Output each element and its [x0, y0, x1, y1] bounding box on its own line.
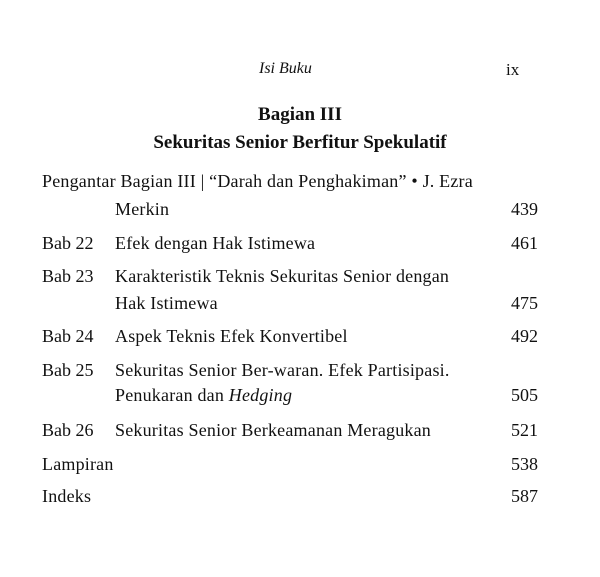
toc-entry-page: 439: [511, 199, 538, 219]
toc-entry-page: 538: [511, 454, 538, 474]
toc-entry-page: 492: [511, 326, 538, 346]
toc-entry-line: Sekuritas Senior Ber-waran. Efek Partisipasi.: [115, 360, 450, 380]
toc-entry-line: Pengantar Bagian III | “Darah dan Penghakiman” • J. Ezra: [42, 171, 473, 191]
toc-entry-page: 587: [511, 486, 538, 506]
toc-entry-line: Efek dengan Hak Istimewa: [115, 233, 316, 253]
toc-chapter-label: Bab 25: [42, 360, 94, 380]
toc-entry-line: Indeks: [42, 486, 92, 506]
toc-entry-page: 461: [511, 233, 538, 253]
toc-chapter-label: Bab 24: [42, 326, 94, 346]
toc-chapter-label: Bab 22: [42, 233, 94, 253]
toc-entry-line: Aspek Teknis Efek Konvertibel: [115, 326, 348, 346]
toc-entry-line-text: Penukaran dan: [115, 385, 229, 405]
toc-entry-line: Merkin: [115, 199, 170, 219]
toc-chapter-label: Bab 26: [42, 420, 94, 440]
part-title: Bagian III: [258, 104, 342, 125]
running-head: Isi Buku: [259, 60, 312, 77]
page-number: ix: [506, 60, 520, 79]
toc-entry-line-italic: Hedging: [228, 385, 293, 405]
toc-entry-line: Hak Istimewa: [115, 293, 218, 313]
toc-entry-page: 505: [511, 385, 538, 405]
toc-entry-line: [115, 385, 292, 406]
toc-entry-page: 521: [511, 420, 538, 440]
part-subtitle: Sekuritas Senior Berfitur Spekulatif: [153, 132, 447, 153]
toc-chapter-label: Bab 23: [42, 266, 94, 286]
toc-entry-line: Lampiran: [42, 454, 114, 474]
toc-entry-page: 475: [511, 293, 538, 313]
toc-entry-line: Karakteristik Teknis Sekuritas Senior dengan: [115, 266, 450, 286]
toc-entry-line: Sekuritas Senior Berkeamanan Meragukan: [115, 420, 431, 440]
